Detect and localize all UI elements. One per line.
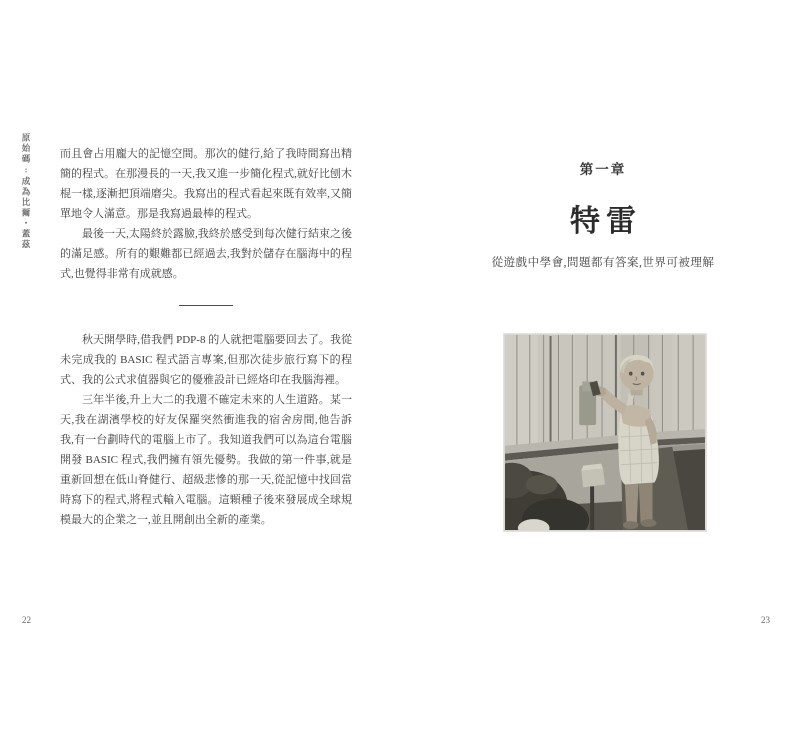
chapter-number-label: 第一章 <box>579 162 627 177</box>
running-head-book-title: 原始碼:成為比爾・蓋茲 <box>21 133 31 250</box>
paragraph: 而且會占用龐大的記憶空間。那次的健行,給了我時間寫出精簡的程式。在那漫長的一天,我又進一步簡化程式,就好比刨木棍一樣,逐漸把頂端磨尖。我寫出的程式看起來既有效率,又簡單地令人滿意。那是我寫過最棒的程式。 <box>60 148 352 220</box>
paragraph: 最後一天,太陽終於露臉,我終於感受到每次健行結束之後的滿足感。所有的艱難都已經過去,我對於儲存在腦海中的程式,也覺得非常有成就感。 <box>60 228 352 280</box>
left-page-body-text <box>60 144 352 530</box>
right-page-number: 23 <box>761 615 770 625</box>
paragraph: 秋天開學時,借我們 PDP-8 的人就把電腦要回去了。我從未完成我的 BASIC 程式語言專案,但那次徒步旅行寫下的程式、我的公式求值器與它的優雅設計已經烙印在我腦海裡。 <box>60 334 352 386</box>
chapter-subtitle: 從遊戲中學會,問題都有答案,世界可被理解 <box>491 257 715 269</box>
chapter-title: 特雷 <box>570 205 642 238</box>
paragraph: 三年半後,升上大二的我還不確定未來的人生道路。某一天,我在湖濱學校的好友保羅突然衝進我的宿舍房間,他告訴我,有一台劃時代的電腦上市了。我知道我們可以為這台電腦開發 BASIC 程式,我們擁有領先優勢。我做的第一件事,就是重新回想在低山脊健行、超級悲慘的那一天,從記憶中找回當時寫下的程式,將程式輸入電腦。這顆種子後來發展成全球規模最大的企業之一,並且開創出全新的產業。 <box>60 394 352 526</box>
section-divider-rule <box>179 305 233 306</box>
left-page-number: 22 <box>22 615 31 625</box>
chapter-photo-boy-painting-fence <box>503 333 707 532</box>
